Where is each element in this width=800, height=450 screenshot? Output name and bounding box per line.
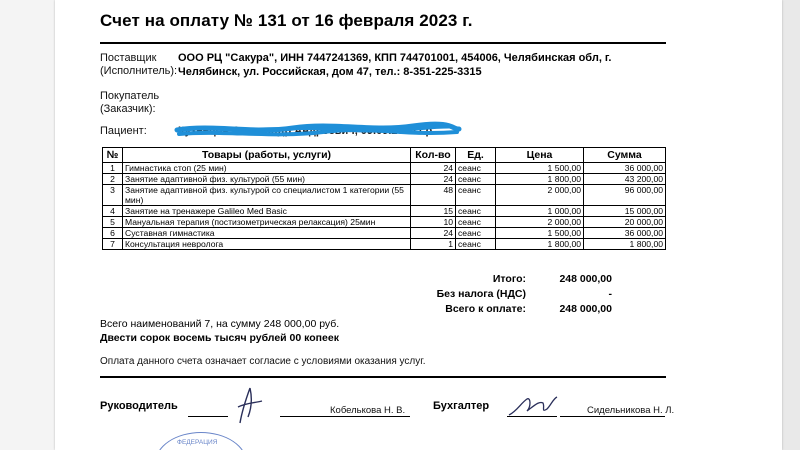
cell-price: 2 000,00: [496, 217, 584, 228]
due-value: 248 000,00: [559, 303, 612, 315]
total-label: Итого:: [492, 273, 526, 285]
patient-label: Пациент:: [100, 125, 147, 137]
cell-number: 6: [103, 228, 123, 239]
table-row: [103, 228, 666, 239]
page-gutter: [0, 0, 55, 450]
cell-qty: 24: [411, 174, 456, 185]
vat-row: [352, 287, 612, 302]
cell-qty: 10: [411, 217, 456, 228]
cell-qty: 15: [411, 206, 456, 217]
buyer-label-line1: Покупатель: [100, 90, 160, 102]
director-name: Кобелькова Н. В.: [330, 405, 406, 416]
summary-block: [100, 317, 339, 345]
col-header-price: Цена: [496, 148, 584, 163]
supplier-label-line1: Поставщик: [100, 52, 157, 64]
redaction-scribble: [173, 120, 463, 142]
cell-sum: 1 800,00: [584, 239, 666, 250]
cell-unit: сеанс: [456, 163, 496, 174]
supplier-value: [178, 52, 658, 79]
cell-price: 1 500,00: [496, 163, 584, 174]
accountant-name: Сидельникова Н. Л.: [587, 405, 675, 416]
cell-qty: 48: [411, 185, 456, 206]
accountant-sign-line-2: [560, 416, 665, 417]
cell-unit: сеанс: [456, 174, 496, 185]
col-header-number: №: [103, 148, 123, 163]
supplier-label-line2: (Исполнитель):: [100, 65, 178, 77]
total-value: 248 000,00: [559, 273, 612, 285]
cell-price: 1 800,00: [496, 239, 584, 250]
cell-price: 1 500,00: [496, 228, 584, 239]
supplier-label: [100, 52, 177, 78]
due-label: Всего к оплате:: [445, 303, 526, 315]
cell-unit: сеанс: [456, 185, 496, 206]
cell-name: Консультация невролога: [123, 239, 411, 250]
summary-words: Двести сорок восемь тысяч рублей 00 копеек: [100, 332, 339, 344]
buyer-label: [100, 90, 159, 116]
cell-number: 2: [103, 174, 123, 185]
cell-unit: сеанс: [456, 217, 496, 228]
cell-name: Занятие адаптивной физ. культурой со специалистом 1 категории (55 мин): [123, 185, 411, 206]
patient-value: Кузнецов Александр Андреевич, 09.09.2010 г.р.: [178, 125, 436, 137]
col-header-items: Товары (работы, услуги): [123, 148, 411, 163]
supplier-value-line1: ООО РЦ "Сакура", ИНН 7447241369, КПП 744701001, 454006, Челябинская обл, г.: [178, 52, 612, 64]
cell-number: 4: [103, 206, 123, 217]
vat-label: Без налога (НДС): [436, 288, 526, 300]
table-row: [103, 185, 666, 206]
cell-price: 2 000,00: [496, 185, 584, 206]
summary-count: Всего наименований 7, на сумму 248 000,00 руб.: [100, 318, 340, 330]
cell-unit: сеанс: [456, 206, 496, 217]
due-row: [352, 302, 612, 317]
cell-number: 7: [103, 239, 123, 250]
cell-qty: 24: [411, 163, 456, 174]
buyer-label-line2: (Заказчик):: [100, 103, 156, 115]
cell-price: 1 000,00: [496, 206, 584, 217]
cell-number: 1: [103, 163, 123, 174]
vat-value: -: [608, 288, 612, 300]
table-row: [103, 163, 666, 174]
cell-sum: 43 200,00: [584, 174, 666, 185]
director-signature: [230, 385, 270, 427]
accountant-signature: [505, 393, 561, 421]
cell-sum: 36 000,00: [584, 163, 666, 174]
supplier-value-line2: Челябинск, ул. Российская, дом 47, тел.: 8-351-225-3315: [178, 65, 482, 78]
cell-sum: 20 000,00: [584, 217, 666, 228]
table-row: [103, 174, 666, 185]
director-sign-line-1: [188, 416, 228, 417]
cell-name: Гимнастика стоп (25 мин): [123, 163, 411, 174]
cell-sum: 36 000,00: [584, 228, 666, 239]
table-row: [103, 239, 666, 250]
cell-qty: 1: [411, 239, 456, 250]
director-label: Руководитель: [100, 400, 178, 412]
cell-sum: 96 000,00: [584, 185, 666, 206]
director-sign-line-2: [280, 416, 410, 417]
cell-price: 1 800,00: [496, 174, 584, 185]
footer-rule: [100, 376, 666, 378]
cell-unit: сеанс: [456, 228, 496, 239]
accountant-label: Бухгалтер: [433, 400, 490, 412]
invoice-page: [55, 0, 782, 450]
stamp-text: ФЕДЕРАЦИЯ: [177, 439, 218, 446]
cell-qty: 24: [411, 228, 456, 239]
table-row: [103, 217, 666, 228]
table-header-row: [103, 148, 666, 163]
cell-name: Занятие на тренажере Galileo Med Basic: [123, 206, 411, 217]
col-header-sum: Сумма: [584, 148, 666, 163]
cell-name: Суставная гимнастика: [123, 228, 411, 239]
payment-note: Оплата данного счета означает согласие с условиями оказания услуг.: [100, 356, 426, 367]
cell-number: 5: [103, 217, 123, 228]
cell-unit: сеанс: [456, 239, 496, 250]
col-header-qty: Кол-во: [411, 148, 456, 163]
cell-number: 3: [103, 185, 123, 206]
table-row: [103, 206, 666, 217]
totals-block: [352, 272, 612, 317]
cell-name: Занятие адаптивной физ. культурой (55 мин): [123, 174, 411, 185]
cell-sum: 15 000,00: [584, 206, 666, 217]
col-header-unit: Ед.: [456, 148, 496, 163]
items-table: [102, 147, 666, 250]
cell-name: Мануальная терапия (постизометрическая релаксация) 25мин: [123, 217, 411, 228]
total-row: [352, 272, 612, 287]
invoice-title: Счет на оплату № 131 от 16 февраля 2023 г.: [100, 11, 473, 30]
header-rule: [100, 42, 666, 44]
